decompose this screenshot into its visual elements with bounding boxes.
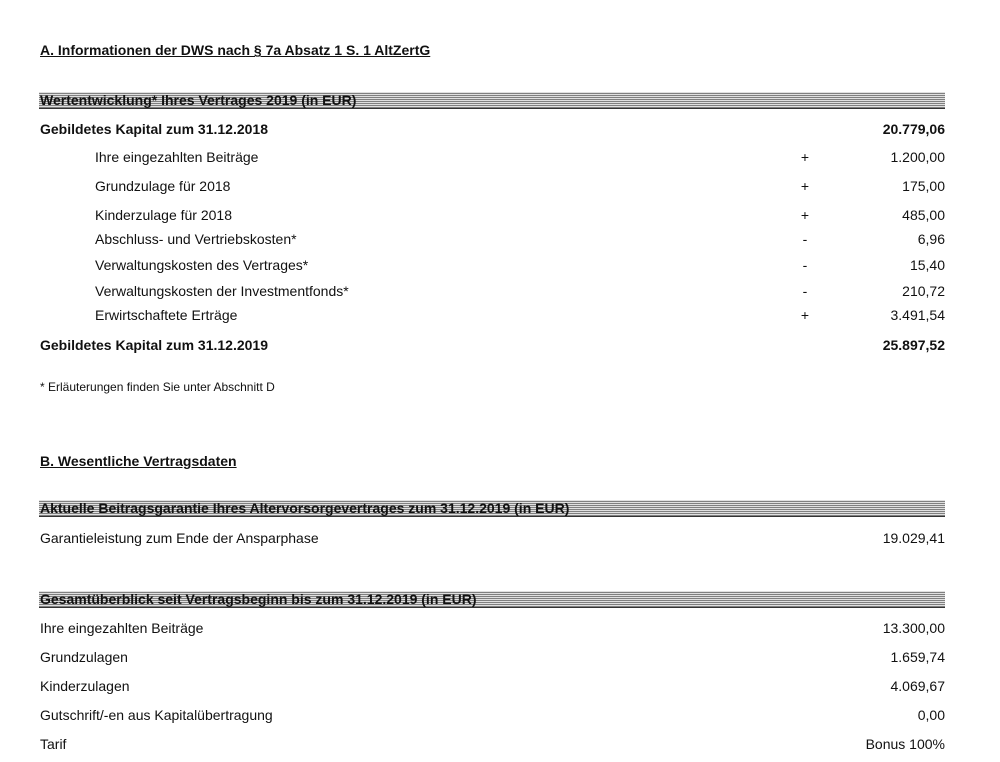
item-row	[40, 147, 945, 167]
capital-end-value: 25.897,52	[882, 337, 945, 353]
item-label: Abschluss- und Vertriebskosten*	[95, 231, 297, 247]
item-value: 210,72	[902, 283, 945, 299]
item-row	[40, 205, 945, 225]
guarantee-value: 19.029,41	[882, 530, 945, 546]
guarantee-row	[40, 528, 945, 548]
overview-row	[40, 647, 945, 667]
overview-row	[40, 676, 945, 696]
overview-value: 4.069,67	[890, 678, 945, 694]
guarantee-label: Garantieleistung zum Ende der Ansparphase	[40, 530, 319, 546]
section-a-title: A. Informationen der DWS nach § 7a Absatz 1 S. 1 AltZertG	[40, 42, 431, 58]
item-value: 1.200,00	[890, 149, 945, 165]
guarantee-header-bar	[39, 500, 945, 517]
footnote: * Erläuterungen finden Sie unter Abschnitt D	[40, 380, 275, 394]
item-value: 6,96	[917, 231, 945, 247]
overview-label: Grundzulagen	[40, 649, 128, 665]
item-label: Erwirtschaftete Erträge	[95, 307, 238, 323]
item-row	[40, 281, 945, 301]
item-label: Kinderzulage für 2018	[95, 207, 232, 223]
item-sign: +	[800, 149, 810, 165]
item-label: Grundzulage für 2018	[95, 178, 231, 194]
item-sign: +	[800, 307, 810, 323]
item-row	[40, 255, 945, 275]
item-row	[40, 176, 945, 196]
overview-value: 1.659,74	[890, 649, 945, 665]
capital-start-row	[40, 119, 945, 139]
item-label: Verwaltungskosten der Investmentfonds*	[95, 283, 349, 299]
overview-label: Tarif	[40, 736, 67, 752]
item-row	[40, 229, 945, 249]
overview-label: Ihre eingezahlten Beiträge	[40, 620, 204, 636]
item-row	[40, 305, 945, 325]
item-sign: +	[800, 178, 810, 194]
overview-label: Kinderzulagen	[40, 678, 130, 694]
overview-value: Bonus 100%	[865, 736, 945, 752]
overview-row	[40, 734, 945, 754]
item-sign: -	[802, 257, 808, 273]
capital-start-label: Gebildetes Kapital zum 31.12.2018	[40, 121, 268, 137]
item-label: Ihre eingezahlten Beiträge	[95, 149, 259, 165]
item-sign: -	[802, 231, 808, 247]
overview-label: Gutschrift/-en aus Kapitalübertragung	[40, 707, 273, 723]
item-sign: -	[802, 283, 808, 299]
item-value: 175,00	[902, 178, 945, 194]
capital-end-row	[40, 335, 945, 355]
capital-start-value: 20.779,06	[882, 121, 945, 137]
item-value: 15,40	[909, 257, 945, 273]
item-value: 485,00	[902, 207, 945, 223]
guarantee-header-text: Aktuelle Beitragsgarantie Ihres Altervorsorgevertrages zum 31.12.2019 (in EUR)	[40, 500, 570, 516]
overview-value: 13.300,00	[882, 620, 945, 636]
overview-value: 0,00	[917, 707, 945, 723]
overview-row	[40, 618, 945, 638]
section-b-title: B. Wesentliche Vertragsdaten	[40, 453, 237, 469]
section-a-header-text: Wertentwicklung* Ihres Vertrages 2019 (in EUR)	[40, 92, 357, 108]
item-value: 3.491,54	[890, 307, 945, 323]
capital-end-label: Gebildetes Kapital zum 31.12.2019	[40, 337, 268, 353]
item-sign: +	[800, 207, 810, 223]
overview-header-bar	[39, 591, 945, 608]
overview-header-text: Gesamtüberblick seit Vertragsbeginn bis zum 31.12.2019 (in EUR)	[40, 591, 477, 607]
section-a-header-bar	[39, 92, 945, 109]
item-label: Verwaltungskosten des Vertrages*	[95, 257, 309, 273]
overview-row	[40, 705, 945, 725]
